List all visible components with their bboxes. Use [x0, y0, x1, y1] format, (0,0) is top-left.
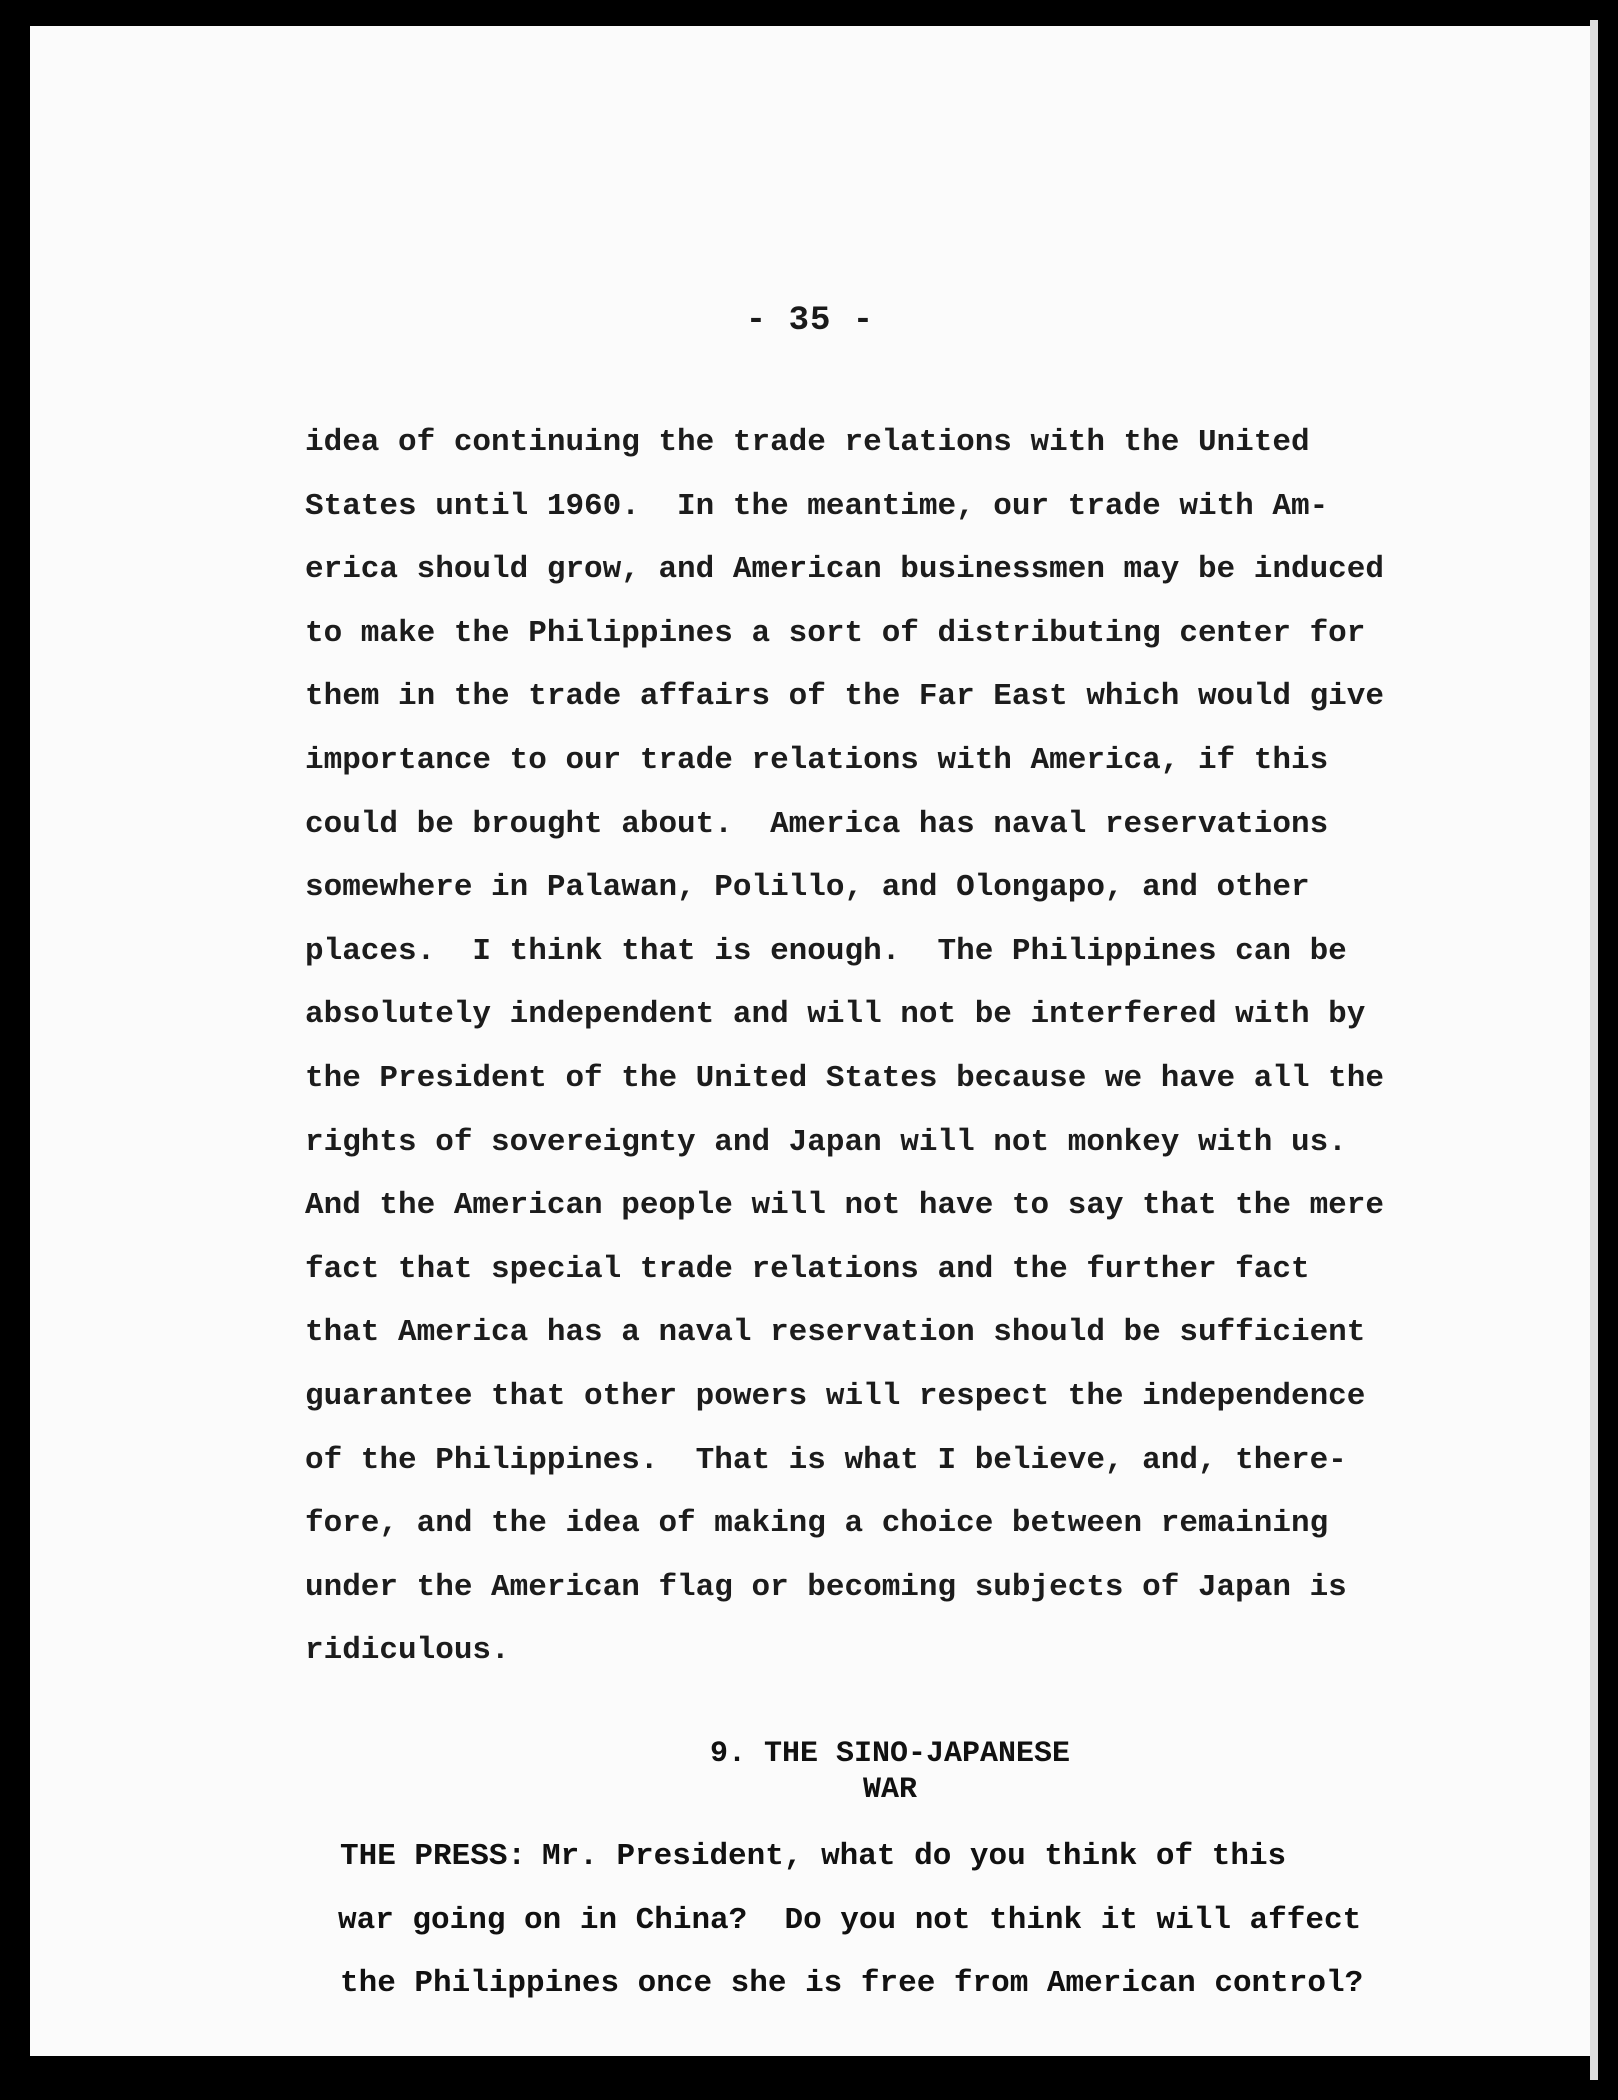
- press-question: [340, 1825, 1480, 2016]
- document-page: [30, 26, 1590, 2056]
- text-line: importance to our trade relations with America, if this: [305, 742, 1329, 778]
- press-question-line-1: [340, 1825, 1480, 1889]
- text-line: idea of continuing the trade relations with the United: [305, 425, 1310, 460]
- press-question-line-2: war going on in China? Do you not think it will affect: [338, 1902, 1362, 1938]
- press-question-text: Mr. President, what do you think of this: [542, 1839, 1287, 1874]
- body-text: [305, 411, 1475, 1683]
- text-line: absolutely independent and will not be interfered with by: [305, 997, 1366, 1033]
- text-line: places. I think that is enough. The Philippines can be: [305, 933, 1347, 969]
- text-line: the President of the United States because we have all the: [305, 1060, 1384, 1096]
- section-heading-line-1: 9. THE SINO-JAPANESE: [709, 1737, 1071, 1771]
- page-number: - 35 -: [745, 302, 875, 340]
- text-line: of the Philippines. That is what I believe, and, there-: [305, 1442, 1347, 1478]
- text-line: could be brought about. America has naval reservations: [305, 806, 1329, 842]
- text-line: rights of sovereignty and Japan will not monkey with us.: [305, 1124, 1347, 1160]
- text-line: fore, and the idea of making a choice between remaining: [305, 1506, 1329, 1542]
- text-line: that America has a naval reservation should be sufficient: [305, 1315, 1366, 1351]
- text-line: them in the trade affairs of the Far East which would give: [305, 679, 1384, 715]
- text-line: States until 1960. In the meantime, our trade with Am-: [305, 488, 1329, 524]
- section-heading-line-2: WAR: [862, 1773, 917, 1807]
- page-edge: [1590, 20, 1598, 2080]
- text-line: to make the Philippines a sort of distributing center for: [305, 615, 1366, 651]
- text-line: fact that special trade relations and the further fact: [305, 1251, 1310, 1287]
- text-line: under the American flag or becoming subjects of Japan is: [305, 1569, 1347, 1605]
- speaker-label: THE PRESS:: [340, 1839, 527, 1874]
- text-line: somewhere in Palawan, Polillo, and Olongapo, and other: [305, 870, 1310, 906]
- press-question-line-3: the Philippines once she is free from American control?: [340, 1966, 1364, 2002]
- text-line: And the American people will not have to say that the mere: [305, 1188, 1384, 1224]
- text-line: erica should grow, and American businessmen may be induced: [305, 552, 1384, 588]
- section-heading: [590, 1736, 1190, 1808]
- text-line: ridiculous.: [305, 1633, 510, 1669]
- text-line: guarantee that other powers will respect the independence: [305, 1378, 1366, 1414]
